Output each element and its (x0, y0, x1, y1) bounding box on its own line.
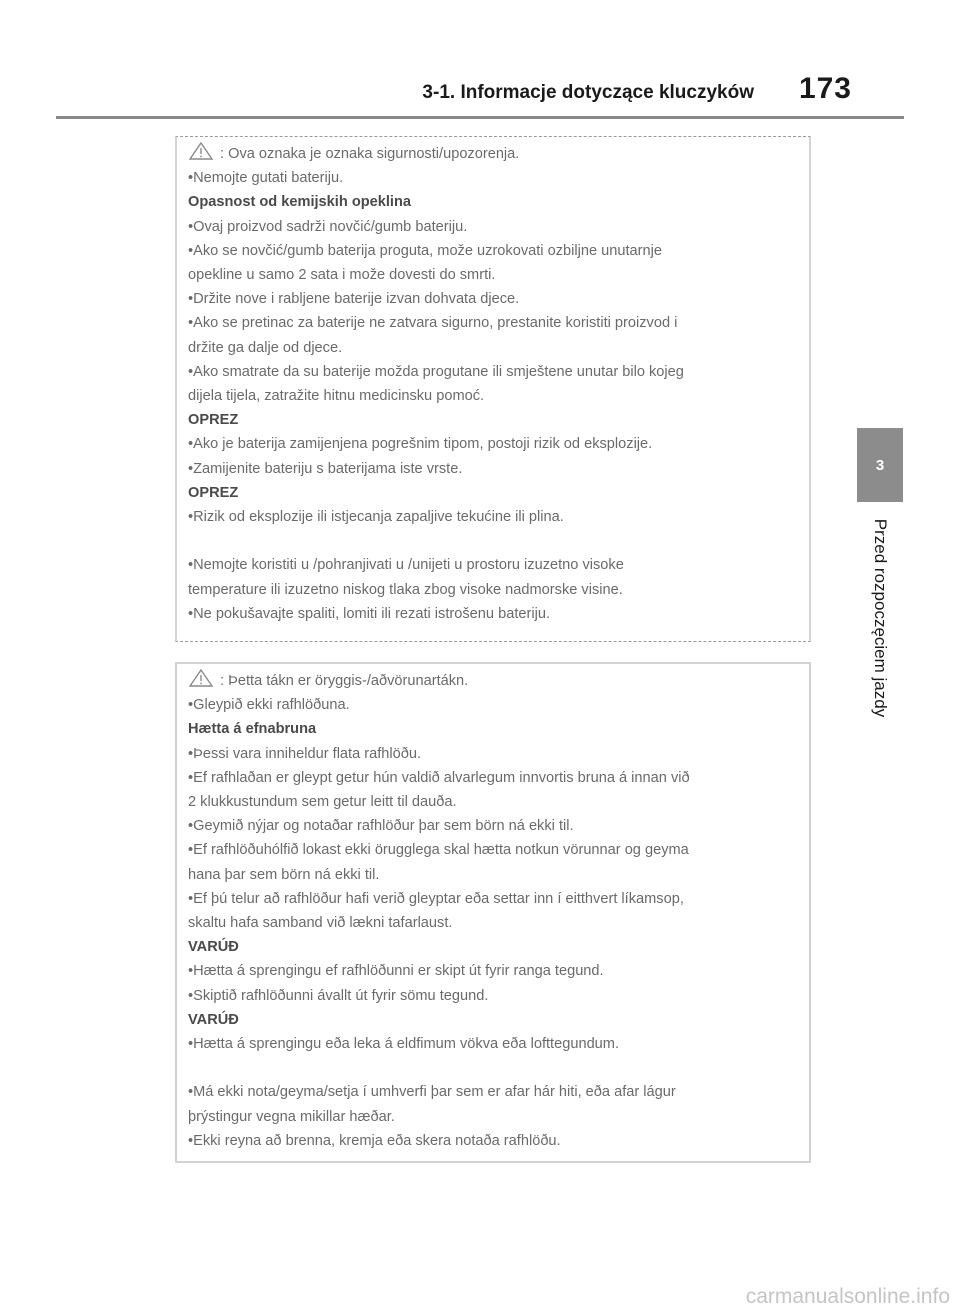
text-line: þrýstingur vegna mikillar hæðar. (188, 1108, 395, 1125)
warning-box-croatian (175, 136, 811, 642)
text-line: hana þar sem börn ná ekki til. (188, 866, 380, 883)
text-line: •Skiptið rafhlöðunni ávallt út fyrir sömu tegund. (188, 987, 489, 1004)
warning-triangle-icon (188, 669, 214, 687)
warning-intro-text: : Ova oznaka je oznaka sigurnosti/upozorenja. (220, 146, 520, 162)
text-line: •Ef rafhlaðan er gleypt getur hún valdið alvarlegum innvortis bruna á innan við (188, 769, 690, 786)
chapter-title: Przed rozpoczęciem jazdy (871, 518, 890, 718)
page-header (56, 70, 904, 119)
subheading: VARÚÐ (188, 939, 239, 956)
text-line: dijela tijela, zatražite hitnu medicinsku pomoć. (188, 388, 485, 405)
text-line: •Geymið nýjar og notaðar rafhlöður þar sem börn ná ekki til. (188, 818, 574, 835)
watermark: carmanualsonline.info (745, 1285, 950, 1308)
spacer (188, 529, 799, 553)
warning-intro-text: : Þetta tákn er öryggis-/aðvörunartákn. (220, 673, 469, 689)
text-line: •Ef rafhlöðuhólfið lokast ekki örugglega skal hætta notkun vörunnar og geyma (188, 842, 689, 859)
text-line: opekline u samo 2 sata i može dovesti do smrti. (188, 267, 496, 284)
section-title: 3-1. Informacje dotyczące kluczyków (422, 82, 754, 103)
text-line: •Nemojte gutati bateriju. (188, 170, 344, 187)
text-line: •Držite nove i rabljene baterije izvan dohvata djece. (188, 291, 520, 308)
warning-intro-line (188, 142, 799, 166)
spacer (188, 1056, 799, 1080)
warning-triangle-icon (188, 142, 214, 160)
text-line: •Hætta á sprengingu ef rafhlöðunni er skipt út fyrir ranga tegund. (188, 963, 604, 980)
subheading: OPREZ (188, 412, 239, 429)
subheading: OPREZ (188, 484, 239, 501)
text-line: •Ovaj proizvod sadrži novčić/gumb bateriju. (188, 218, 468, 235)
chapter-number: 3 (875, 456, 885, 474)
text-line: •Ako se pretinac za baterije ne zatvara sigurno, prestanite koristiti proizvod i (188, 315, 678, 332)
text-line: •Ef þú telur að rafhlöður hafi verið gleyptar eða settar inn í eitthvert líkamsop, (188, 890, 684, 907)
subheading: Hætta á efnabruna (188, 721, 317, 738)
warning-box-icelandic (175, 662, 811, 1163)
text-line: temperature ili izuzetno niskog tlaka zbog visoke nadmorske visine. (188, 581, 623, 598)
page-number: 173 (798, 72, 852, 105)
subheading: Opasnost od kemijskih opeklina (188, 194, 412, 211)
text-line: skaltu hafa samband við lækni tafarlaust. (188, 915, 453, 932)
text-line: •Nemojte koristiti u /pohranjivati u /unijeti u prostoru izuzetno visoke (188, 557, 624, 574)
warning-intro-line (188, 669, 799, 693)
text-line: •Þessi vara inniheldur flata rafhlöðu. (188, 745, 422, 762)
text-line: •Ne pokušavajte spaliti, lomiti ili rezati istrošenu bateriju. (188, 605, 551, 622)
text-line: •Ako smatrate da su baterije možda progutane ili smještene unutar bilo kojeg (188, 363, 684, 380)
text-line: 2 klukkustundum sem getur leitt til dauða. (188, 794, 457, 811)
text-line: •Ako se novčić/gumb baterija proguta, može uzrokovati ozbiljne unutarnje (188, 242, 662, 259)
text-line: •Ekki reyna að brenna, kremja eða skera notaða rafhlöðu. (188, 1132, 561, 1149)
subheading: VARÚÐ (188, 1011, 239, 1028)
text-line: •Rizik od eksplozije ili istjecanja zapaljive tekućine ili plina. (188, 509, 564, 526)
text-line: •Gleypið ekki rafhlöðuna. (188, 697, 350, 714)
text-line: •Ako je baterija zamijenjena pogrešnim tipom, postoji rizik od eksplozije. (188, 436, 653, 453)
chapter-tab (857, 428, 903, 502)
text-line: •Hætta á sprengingu eða leka á eldfimum vökva eða lofttegundum. (188, 1036, 620, 1053)
text-line: držite ga dalje od djece. (188, 339, 343, 356)
text-line: •Zamijenite bateriju s baterijama iste vrste. (188, 460, 463, 477)
text-line: •Má ekki nota/geyma/setja í umhverfi þar sem er afar hár hiti, eða afar lágur (188, 1084, 676, 1101)
